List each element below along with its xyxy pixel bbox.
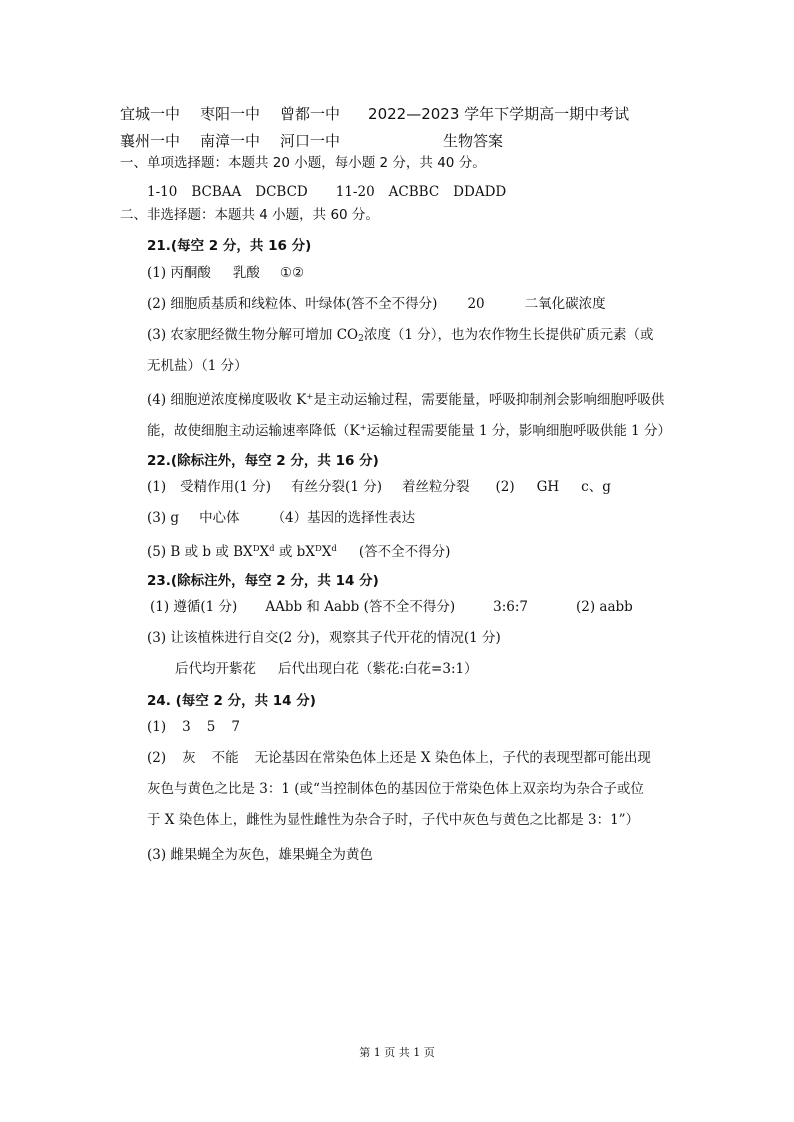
- q22-answer-3: (5) B 或 b 或 $BX^DX^d$ 或 $bX^DX^d$ (答不全不得分): [147, 544, 451, 560]
- school-name: 河口一中: [280, 132, 341, 150]
- q23-heading: 23.(除标注外，每空 2 分，共 14 分): [147, 573, 379, 589]
- q22-answer-2: (3) g 中心体 （4）基因的选择性表达: [147, 510, 416, 526]
- q21-answer-4-cont: 能，故使细胞主动运输速率降低（K+运输过程需要能量 1 分，影响细胞呼吸供能 1 分）: [147, 423, 672, 439]
- q24-answer-2: (2) 灰 不能 无论基因在常染色体上还是 X 染色体上，子代的表现型都可能出现: [147, 750, 651, 766]
- school-name: 枣阳一中: [200, 105, 261, 123]
- school-name: 曾都一中: [280, 105, 341, 123]
- q24-answer-2-cont-2: 于 X 染色体上，雌性为显性雌性为杂合子时，子代中灰色与黄色之比都是 3：1”）: [147, 812, 640, 828]
- q21-answer-2: (2) 细胞质基质和线粒体、叶绿体(答不全不得分) 20 二氧化碳浓度: [147, 296, 606, 312]
- q23-answer-3: 后代均开紫花 后代出现白花（紫花:白花=3:1）: [175, 661, 478, 677]
- q21-heading: 21.(每空 2 分，共 16 分): [147, 238, 312, 254]
- q24-heading: 24. (每空 2 分，共 14 分): [147, 693, 316, 709]
- q24-answer-1: (1) 3 5 7: [147, 719, 240, 735]
- q22-heading: 22.(除标注外，每空 2 分，共 16 分): [147, 453, 379, 469]
- page-number: 第 1 页 共 1 页: [359, 1046, 435, 1059]
- section-1-answers: 1-10 BCBAA DCBCD 11-20 ACBBC DDADD: [147, 184, 507, 200]
- q22-answer-1: (1) 受精作用(1 分) 有丝分裂(1 分) 着丝粒分裂 (2) GH c、g: [147, 479, 611, 495]
- q23-answer-2: (3) 让该植株进行自交(2 分)，观察其子代开花的情况(1 分): [147, 630, 501, 646]
- q21-answer-1: (1) 丙酮酸 乳酸 ①②: [147, 265, 305, 281]
- q24-answer-2-cont-1: 灰色与黄色之比是 3：1 (或“当控制体色的基因位于常染色体上双亲均为杂合子或位: [147, 781, 644, 797]
- q21-answer-3-cont: 无机盐）（1 分）: [147, 358, 248, 374]
- q21-answer-4: (4) 细胞逆浓度梯度吸收 K+是主动运输过程，需要能量，呼吸抑制剂会影响细胞呼吸供: [147, 392, 665, 408]
- school-name: 南漳一中: [200, 132, 261, 150]
- subject-title: 生物答案: [443, 132, 504, 150]
- header-row-2: [120, 131, 503, 151]
- section-2-title: 二、非选择题：本题共 4 小题，共 60 分。: [120, 207, 379, 223]
- section-1-title: 一、单项选择题：本题共 20 小题，每小题 2 分，共 40 分。: [120, 155, 486, 171]
- q23-answer-1: (1) 遵循(1 分) AAbb 和 Aabb (答不全不得分) 3:6:7 (2) aabb: [150, 599, 633, 615]
- school-name: 襄州一中: [120, 132, 181, 150]
- school-name: 宜城一中: [120, 105, 181, 123]
- exam-title: 2022—2023 学年下学期高一期中考试: [368, 105, 630, 123]
- header-row-1: [120, 104, 629, 124]
- q24-answer-3: (3) 雌果蝇全为灰色，雄果蝇全为黄色: [147, 847, 373, 863]
- q21-answer-3: (3) 农家肥经微生物分解可增加 $CO_2$浓度（1 分），也为农作物生长提供矿质元素（或: [147, 327, 654, 344]
